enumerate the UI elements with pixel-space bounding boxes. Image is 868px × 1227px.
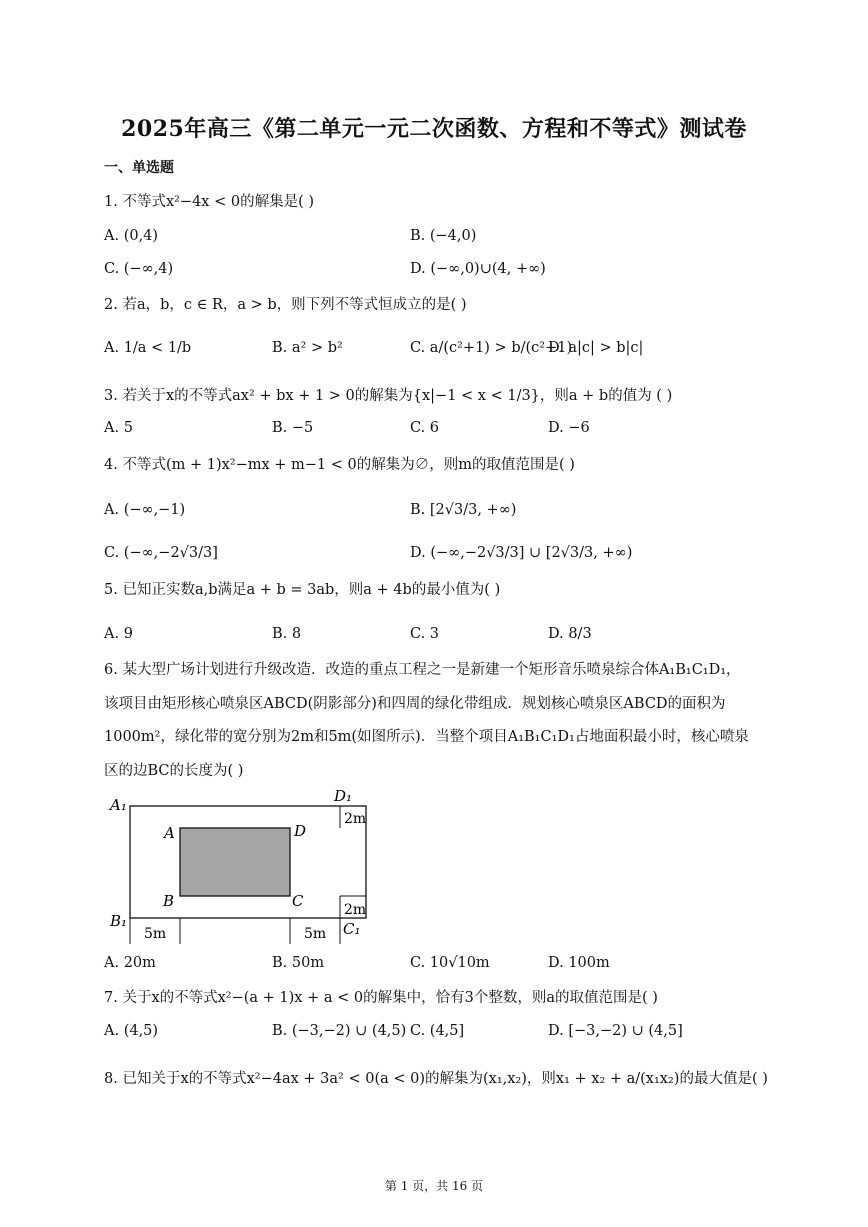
question-6-line-4: 区的边BC的长度为( ) xyxy=(104,763,244,779)
question-5-stem: 5. 已知正实数a,b满足a + b = 3ab，则a + 4b的最小值为( ) xyxy=(104,582,501,598)
q6-option-b: B. 50m xyxy=(272,955,325,971)
q4-option-a: A. (−∞,−1) xyxy=(104,502,186,518)
question-2-stem: 2. 若a，b，c ∈ R，a > b，则下列不等式恒成立的是( ) xyxy=(104,297,467,313)
q2-option-a: A. 1/a < 1/b xyxy=(104,340,192,356)
label-d: D xyxy=(294,822,307,840)
q3-option-d: D. −6 xyxy=(548,420,590,436)
q3-option-c: C. 6 xyxy=(410,420,440,436)
inner-shaded-rectangle xyxy=(180,828,290,896)
q2-option-d: D. a|c| > b|c| xyxy=(548,340,644,356)
question-6-line-3: 1000m²，绿化带的宽分别为2m和5m(如图所示)．当整个项目A₁B₁C₁D₁占地面积最小时，核心喷泉 xyxy=(104,729,749,745)
section-heading: 一、单选题 xyxy=(104,160,174,176)
fountain-figure xyxy=(100,788,380,948)
q7-option-a: A. (4,5) xyxy=(104,1023,159,1039)
q7-option-d: D. [−3,−2) ∪ (4,5] xyxy=(548,1023,683,1039)
width-label-top: 2m xyxy=(344,811,367,827)
label-a: A xyxy=(164,824,175,842)
q1-option-c: C. (−∞,4) xyxy=(104,261,174,277)
page-footer: 第 1 页，共 16 页 xyxy=(384,1179,484,1193)
width-label-bottom: 2m xyxy=(344,902,367,918)
q1-option-a: A. (0,4) xyxy=(104,228,159,244)
q6-option-a: A. 20m xyxy=(104,955,156,971)
q4-option-c: C. (−∞,−2√3/3] xyxy=(104,545,218,561)
label-b: B xyxy=(163,892,175,910)
q2-option-c: C. a/(c²+1) > b/(c²+1) xyxy=(410,340,573,356)
question-3-stem: 3. 若关于x的不等式ax² + bx + 1 > 0的解集为{x|−1 < x < 1/3}，则a + b的值为 ( ) xyxy=(104,388,673,404)
q4-option-b: B. [2√3/3, +∞) xyxy=(410,502,517,518)
width-label-right: 5m xyxy=(304,926,327,942)
question-4-stem: 4. 不等式(m + 1)x²−mx + m−1 < 0的解集为∅，则m的取值范围是( ) xyxy=(104,457,575,473)
label-d1: D₁ xyxy=(334,788,353,805)
width-label-left: 5m xyxy=(144,926,167,942)
q5-option-d: D. 8/3 xyxy=(548,626,592,642)
label-a1: A₁ xyxy=(110,796,127,814)
q7-option-c: C. (4,5] xyxy=(410,1023,465,1039)
question-7-stem: 7. 关于x的不等式x²−(a + 1)x + a < 0的解集中，恰有3个整数，则a的取值范围是( ) xyxy=(104,990,658,1006)
q5-option-b: B. 8 xyxy=(272,626,302,642)
q6-option-c: C. 10√10m xyxy=(410,955,490,971)
page-title: 2025年高三《第二单元一元二次函数、方程和不等式》测试卷 xyxy=(121,116,747,142)
question-6-line-2: 该项目由矩形核心喷泉区ABCD(阴影部分)和四周的绿化带组成．规划核心喷泉区ABCD的面积为 xyxy=(104,696,726,712)
q4-option-d: D. (−∞,−2√3/3] ∪ [2√3/3, +∞) xyxy=(410,545,633,561)
question-6-line-1: 6. 某大型广场计划进行升级改造．改造的重点工程之一是新建一个矩形音乐喷泉综合体A₁B₁C₁D₁， xyxy=(104,662,741,678)
q7-option-b: B. (−3,−2) ∪ (4,5) xyxy=(272,1023,407,1039)
q5-option-c: C. 3 xyxy=(410,626,440,642)
label-c: C xyxy=(292,892,304,910)
q6-option-d: D. 100m xyxy=(548,955,610,971)
q5-option-a: A. 9 xyxy=(104,626,133,642)
question-1-stem: 1. 不等式x²−4x < 0的解集是( ) xyxy=(104,194,315,210)
q2-option-b: B. a² > b² xyxy=(272,340,343,356)
q1-option-d: D. (−∞,0)∪(4, +∞) xyxy=(410,261,546,277)
q3-option-b: B. −5 xyxy=(272,420,314,436)
label-b1: B₁ xyxy=(110,912,128,930)
question-8-stem: 8. 已知关于x的不等式x²−4ax + 3a² < 0(a < 0)的解集为(x₁,x₂)，则x₁ + x₂ + a/(x₁x₂)的最大值是( ) xyxy=(104,1071,768,1087)
label-c1: C₁ xyxy=(343,920,361,938)
q1-option-b: B. (−4,0) xyxy=(410,228,477,244)
q3-option-a: A. 5 xyxy=(104,420,133,436)
